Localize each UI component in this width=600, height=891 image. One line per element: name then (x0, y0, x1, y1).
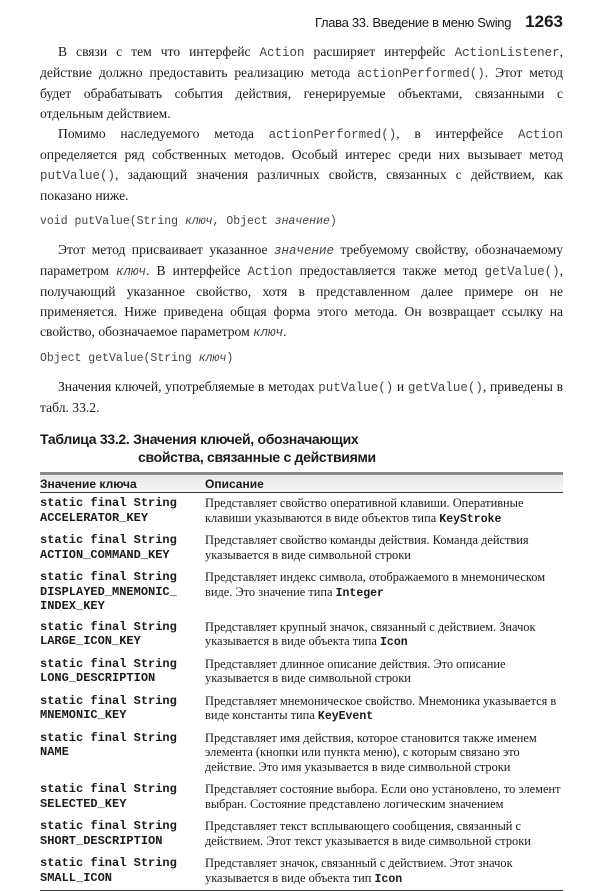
table-title-line: свойства, связанные с действиями (138, 449, 376, 465)
inline-code: putValue() (318, 381, 394, 395)
inline-code: значение (273, 244, 334, 258)
description-cell (205, 654, 563, 691)
table-row (40, 853, 563, 891)
key-modifiers: static final String (40, 570, 177, 584)
table-row (40, 691, 563, 728)
inline-code: Action (518, 128, 564, 142)
key-name: ACTION_COMMAND_KEY (40, 547, 170, 562)
paragraph-2 (40, 124, 563, 206)
key-cell (40, 779, 205, 816)
code-get-value (40, 351, 563, 367)
key-name: SELECTED_KEY (40, 796, 127, 811)
text: , задающий значения различных свойств, связанных с действием, как показано ниже. (40, 167, 563, 203)
description-text: Представляет индекс символа, отображаемого в мнемоническом виде. Это значение типа (205, 570, 546, 599)
table-row (40, 779, 563, 816)
key-cell (40, 493, 205, 531)
text: Значения ключей, употребляемые в методах (58, 379, 319, 394)
code: Object getValue(String (40, 352, 199, 365)
key-modifiers: static final String (40, 819, 177, 833)
description-text: Представляет мнемоническое свойство. Мнемоника указывается в виде константы типа (205, 693, 557, 722)
description-text: Представляет значок, связанный с действием. Этот значок указывается в виде объекта тип (205, 856, 513, 885)
text: , приведены в табл. 33.2. (40, 379, 563, 415)
key-cell (40, 853, 205, 891)
table-row (40, 530, 563, 567)
key-cell (40, 617, 205, 654)
key-name: SHORT_DESCRIPTION (40, 833, 163, 848)
key-cell (40, 654, 205, 691)
key-modifiers: static final String (40, 496, 177, 510)
running-header (315, 12, 563, 32)
column-header: Описание (205, 474, 563, 493)
code-put-value (40, 214, 563, 230)
key-name: MNEMONIC_KEY (40, 708, 127, 722)
key-name: LARGE_ICON_KEY (40, 634, 141, 648)
description-cell (205, 691, 563, 728)
code: ) (226, 352, 234, 365)
description-cell (205, 853, 563, 891)
key-cell (40, 816, 205, 853)
code-param: значение (274, 215, 330, 228)
text: . (283, 324, 287, 339)
text: В связи с тем что интерфейс (58, 44, 260, 59)
table-row (40, 816, 563, 853)
description-text: Представляет длинное описание действия. Это описание указывается в виде символьной строки (205, 656, 506, 685)
key-modifiers: static final String (40, 730, 177, 745)
type-name: KeyStroke (439, 512, 502, 526)
table-row (40, 617, 563, 654)
page-number: 1263 (525, 12, 563, 31)
key-cell (40, 691, 205, 728)
text: , действие должно предоставить реализацию метода (40, 44, 563, 80)
key-modifiers: static final String (40, 782, 177, 796)
text: , получающий указанное свойство, хотя в представленном далее примере он не применяется. Ниже приведена общая форма этого метода. Он возвращает ссылку на свойство, обозначаемое параметром (40, 263, 563, 339)
table-row (40, 567, 563, 617)
key-name: DISPLAYED_MNEMONIC_ INDEX_KEY (40, 584, 177, 613)
table-row (40, 493, 563, 531)
key-name: NAME (40, 745, 69, 759)
description-text: Представляет крупный значок, связанный с действием. Значок указывается в виде объекта типа (205, 619, 536, 648)
key-cell (40, 530, 205, 567)
table-row (40, 654, 563, 691)
inline-code: ключ (253, 326, 284, 340)
chapter-title: Глава 33. Введение в меню Swing (314, 15, 512, 30)
text: , в интерфейсе (396, 126, 518, 141)
key-cell (40, 728, 205, 780)
inline-code: Action (259, 46, 305, 60)
key-name: LONG_DESCRIPTION (40, 671, 156, 685)
type-name: Integer (335, 586, 384, 600)
code: void putValue(String (40, 215, 185, 228)
text: и (393, 379, 408, 394)
paragraph-3 (40, 240, 563, 343)
type-name: KeyEvent (317, 710, 374, 723)
code-param: ключ (184, 215, 213, 228)
type-name: Icon (374, 872, 403, 886)
text: определяется ряд собственных методов. Особый интерес среди них вызывает метод (40, 147, 563, 162)
description-text: Представляет свойство оперативной клавиши. Оперативные клавиши указываются в виде объектов типа (205, 496, 524, 525)
inline-code: Action (247, 265, 293, 279)
text: . В интерфейсе (145, 263, 248, 278)
description-cell (205, 567, 563, 617)
text: предоставляется также метод (292, 263, 485, 278)
key-modifiers: static final String (40, 533, 177, 547)
table-title (40, 430, 563, 466)
inline-code: actionPerformed() (357, 67, 485, 81)
table-header-row (40, 474, 563, 493)
keys-table (40, 472, 563, 891)
key-modifiers: static final String (40, 693, 177, 708)
description-text: Представляет текст всплывающего сообщения, связанный с действием. Этот текст указывается в виде символьной строки (205, 819, 531, 848)
inline-code: putValue() (40, 169, 116, 183)
key-cell (40, 567, 205, 617)
description-cell (205, 816, 563, 853)
key-name: SMALL_ICON (40, 870, 113, 885)
text: требуемому свойству, обозначаемому параметром (40, 242, 563, 278)
page-body (40, 42, 563, 891)
description-text: Представляет состояние выбора. Если оно установлено, то элемент выбран. Состояние представлено логическим значением (205, 782, 561, 811)
description-text: Представляет имя действия, которое становится также именем элемента (кнопки или пункта меню), с которым связано это действие. Это имя указывается в виде символьной строки (205, 730, 537, 774)
description-cell (205, 530, 563, 567)
type-name: Icon (380, 636, 408, 649)
key-modifiers: static final String (40, 656, 177, 671)
key-name: ACCELERATOR_KEY (40, 510, 149, 525)
text: Этот метод присваивает указанное (58, 242, 274, 257)
key-modifiers: static final String (40, 619, 177, 634)
description-cell (205, 493, 563, 531)
code: , Object (212, 215, 275, 228)
description-text: Представляет свойство команды действия. Команда действия указывается в виде символьной строки (205, 533, 529, 562)
text: . Этот метод будет обрабатывать события действия, генерируемые объектами, связанными с отдельным действием. (40, 65, 563, 121)
inline-code: getValue() (484, 265, 560, 279)
code: ) (329, 215, 337, 228)
inline-code: getValue() (407, 381, 483, 395)
description-cell (205, 617, 563, 654)
paragraph-4 (40, 377, 563, 418)
key-modifiers: static final String (40, 856, 177, 870)
inline-code: actionPerformed() (268, 128, 397, 142)
inline-code: ключ (115, 265, 146, 279)
table-row (40, 728, 563, 780)
column-header: Значение ключа (40, 474, 205, 493)
description-cell (205, 728, 563, 780)
code-param: ключ (198, 352, 227, 365)
description-cell (205, 779, 563, 816)
inline-code: ActionListener (454, 46, 560, 60)
text: Помимо наследуемого метода (58, 126, 269, 141)
text: расширяет интерфейс (304, 44, 455, 59)
table-title-line: Таблица 33.2. Значения ключей, обозначающих (40, 431, 359, 447)
paragraph-1 (40, 42, 563, 124)
